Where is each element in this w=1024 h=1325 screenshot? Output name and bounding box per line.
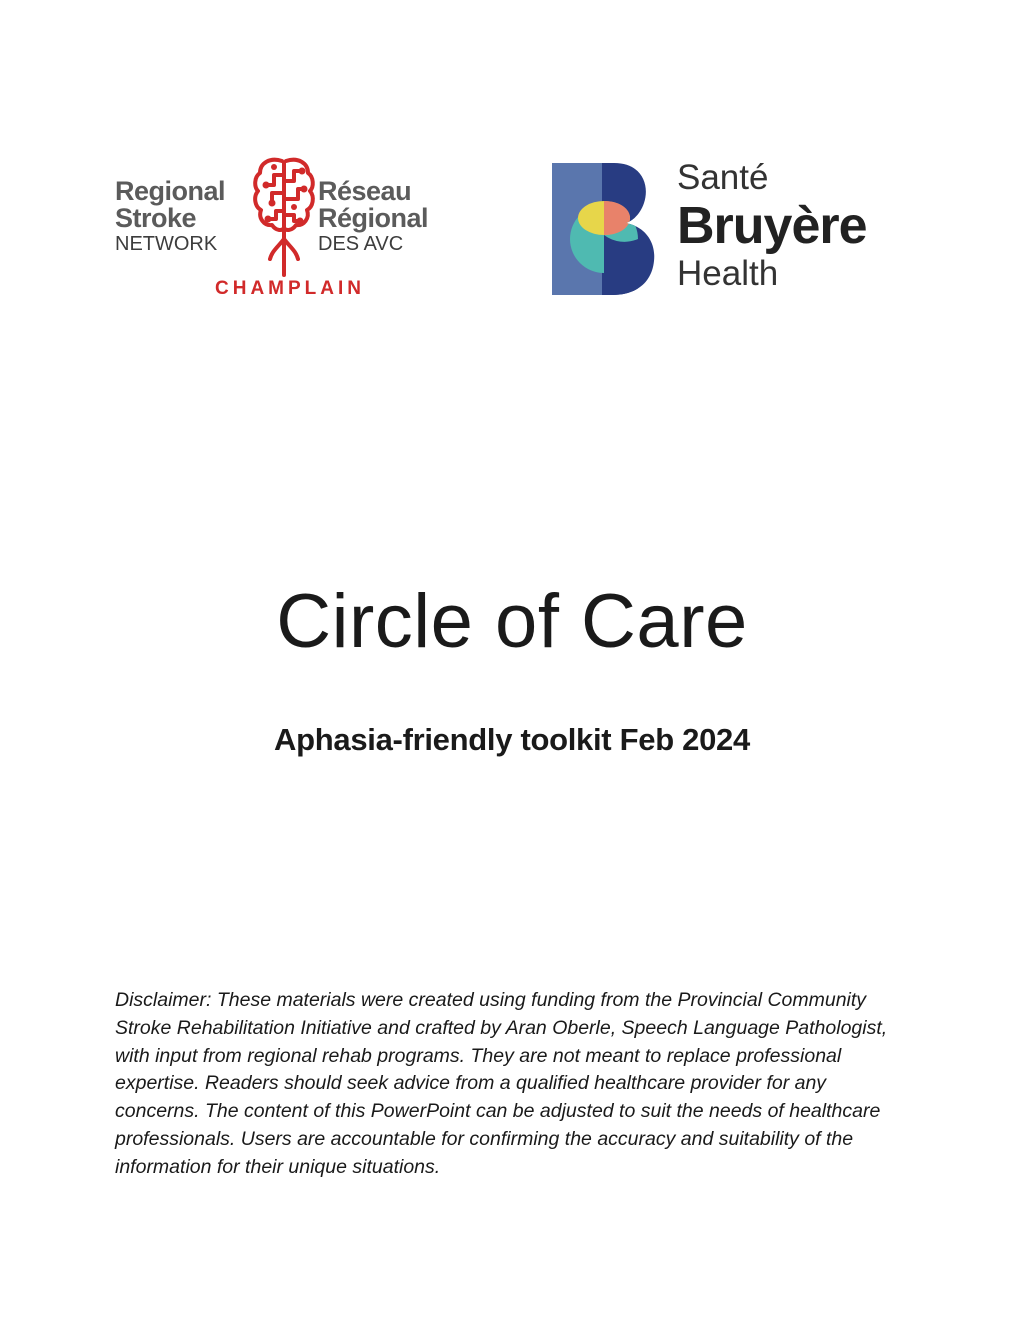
sbh-line-health: Health <box>677 254 779 293</box>
rsn-french-name <box>318 178 428 256</box>
brain-tree-icon <box>252 155 316 277</box>
sbh-line-bruyere: Bruyère <box>677 197 867 255</box>
sbh-line-sante: Santé <box>677 158 769 197</box>
rsn-champlain-label: CHAMPLAIN <box>215 278 365 299</box>
disclaimer-paragraph: Disclaimer: These materials were created using funding from the Provincial Community Stroke Rehabilitation Initiative and crafted by Aran Oberle, Speech Language Pathologist, with input from regional rehab programs. They are not meant to replace professional expertise. Readers should seek advice from a qualified healthcare provider for any concerns. The content of this PowerPoint can be adjusted to suit the needs of healthcare professionals. Users are accountable for confirming the accuracy and suitability of the information for their unique situations. <box>115 989 888 1178</box>
sante-bruyere-health-logo <box>552 158 932 300</box>
sbh-wordmark <box>677 158 867 294</box>
rsn-left-line-1: Regional <box>115 176 226 206</box>
document-title: Circle of Care <box>276 579 748 664</box>
document-subtitle: Aphasia-friendly toolkit Feb 2024 <box>274 722 750 757</box>
regional-stroke-network-logo <box>115 150 465 305</box>
rsn-right-line-2: Régional <box>318 203 429 233</box>
rsn-english-name <box>115 178 225 256</box>
rsn-left-line-3: NETWORK <box>115 233 218 255</box>
rsn-right-line-3: DES AVC <box>318 233 404 255</box>
bruyere-b-mark-icon <box>552 163 656 295</box>
rsn-left-line-2: Stroke <box>115 203 197 233</box>
rsn-right-line-1: Réseau <box>318 176 412 206</box>
